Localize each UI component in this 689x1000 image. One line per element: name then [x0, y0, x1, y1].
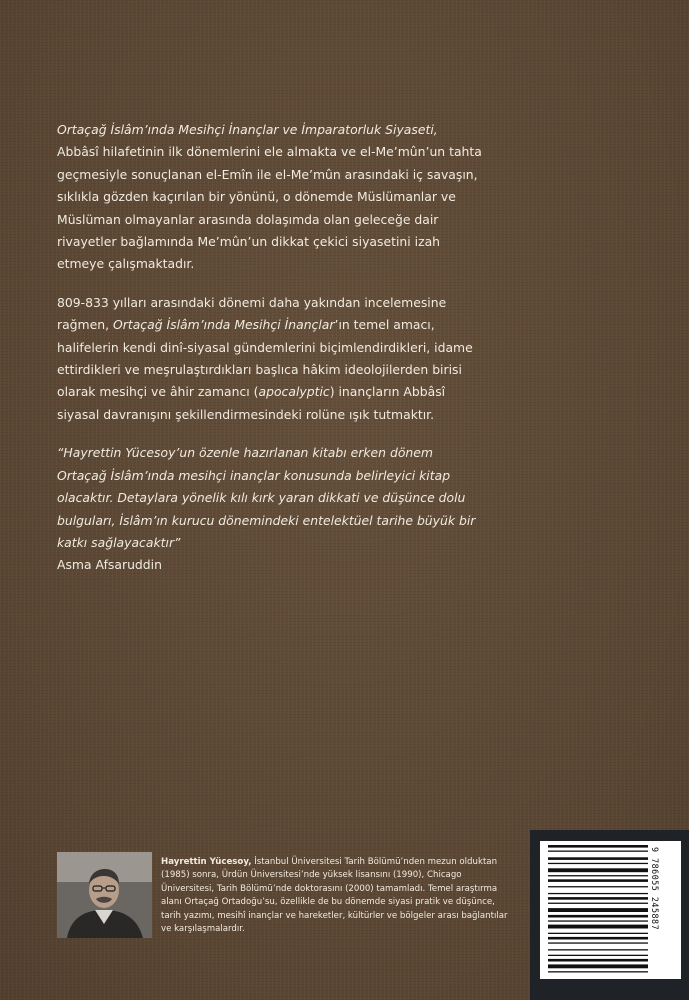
barcode-bar [548, 868, 648, 872]
barcode-bar [548, 903, 648, 904]
barcode-bar [548, 875, 648, 876]
author-name: Hayrettin Yücesoy, [161, 857, 252, 867]
blurb-paragraph-2-text-b: ’ın temel amacı, halifelerin kendi dinî-siyasal gündemlerini biçimlendirdikleri, idame ettirdikleri ve meşrulaştırdıkları başlıca hâkim ideolojilerden birisi olarak mesihçi ve âhir zamancı ( [57, 317, 473, 400]
barcode-bar [548, 845, 648, 848]
author-photo [57, 852, 152, 938]
barcode-bar [548, 920, 648, 921]
barcode-bar [548, 893, 648, 894]
book-title-italic: Ortaçağ İslâm’ında Mesihçi İnançlar ve İmparatorluk Siyaseti, [57, 122, 438, 137]
author-bio [161, 856, 516, 936]
barcode-bar [548, 933, 648, 934]
blurb-text [57, 119, 482, 593]
barcode-bar [548, 863, 648, 864]
barcode-bar [548, 886, 648, 887]
blurb-paragraph-2 [57, 292, 482, 426]
barcode-bar [548, 955, 648, 956]
barcode-bar [548, 857, 648, 860]
endorsement-author: Asma Afsaruddin [57, 557, 162, 573]
barcode-bar [548, 949, 648, 950]
author-section [57, 852, 517, 938]
author-portrait-icon [57, 852, 152, 938]
barcode-bar [548, 908, 648, 912]
barcode-bar [548, 879, 648, 882]
barcode-bar [548, 964, 648, 968]
barcode-panel [530, 830, 689, 1000]
blurb-paragraph-1-text: Abbâsî hilafetinin ilk dönemlerini ele almakta ve el-Me’mûn’un tahta geçmesiyle sonuçlanan el-Emîn ile el-Me’mûn arasındaki iç savaşın, sıklıkla gözden kaçırılan bir yönünü, o dönemde Müslümanlar ve Müslüman olmayanlar arasında dolaşımda olan geleceğe dair rivayetler bağlamında Me’mûn’un dikkat çekici siyasetini izah etmeye çalışmaktadır. [57, 144, 482, 272]
barcode-bar [548, 851, 648, 852]
apocalyptic-term: apocalyptic [258, 384, 330, 400]
blurb-paragraph-2-text-a: 809-833 yılları arasındaki dönemi daha yakından incelemesine rağmen, [57, 294, 447, 333]
barcode-bar [548, 937, 648, 940]
blurb-paragraph-1 [57, 119, 482, 276]
author-bio-text: İstanbul Üniversitesi Tarih Bölümü’nden mezun olduktan (1985) sonra, Ürdün Üniversitesi’nde yüksek lisansını (1990), Chicago Üniversitesi, Tarih Bölümü’nde doktorasını (2000) tamamladı. Temel araştırma alanı Ortaçağ Ortadoğu’su, özellikle de bu dönemde siyasi pratik ve düşünce, tarih yazımı, mesihî inançlar ve hareketler, kültürler ve bölgeler arası bağlantılar ve karşılaşmalardır. [161, 857, 508, 935]
barcode-bar [548, 942, 648, 943]
barcode-bar [548, 971, 648, 972]
barcode-bar [548, 925, 648, 929]
blurb-paragraph-2-text-c: ) inançların Abbâsî siyasal davranışını şekillendirmesindeki rolüne ışık tutmaktır. [57, 384, 446, 422]
endorsement-quote: “Hayrettin Yücesoy’un özenle hazırlanan kitabı erken dönem Ortaçağ İslâm’ında mesihçi inançlar konusunda belirleyici kitap olacaktır. Detaylara yönelik kılı kırk yaran dikkati ve düşünce dolu bulguları, İslâm’ın kurucu dönemindeki entelektüel tarihe büyük bir katkı sağlayacaktır” [57, 445, 476, 550]
barcode-bar [548, 959, 648, 962]
isbn-digits: 9 786055 245887 [650, 847, 660, 931]
barcode-bar [548, 915, 648, 918]
barcode-bar [548, 897, 648, 900]
book-title-italic-inline: Ortaçağ İslâm’ında Mesihçi İnançlar [112, 317, 335, 333]
isbn-barcode [540, 841, 681, 979]
